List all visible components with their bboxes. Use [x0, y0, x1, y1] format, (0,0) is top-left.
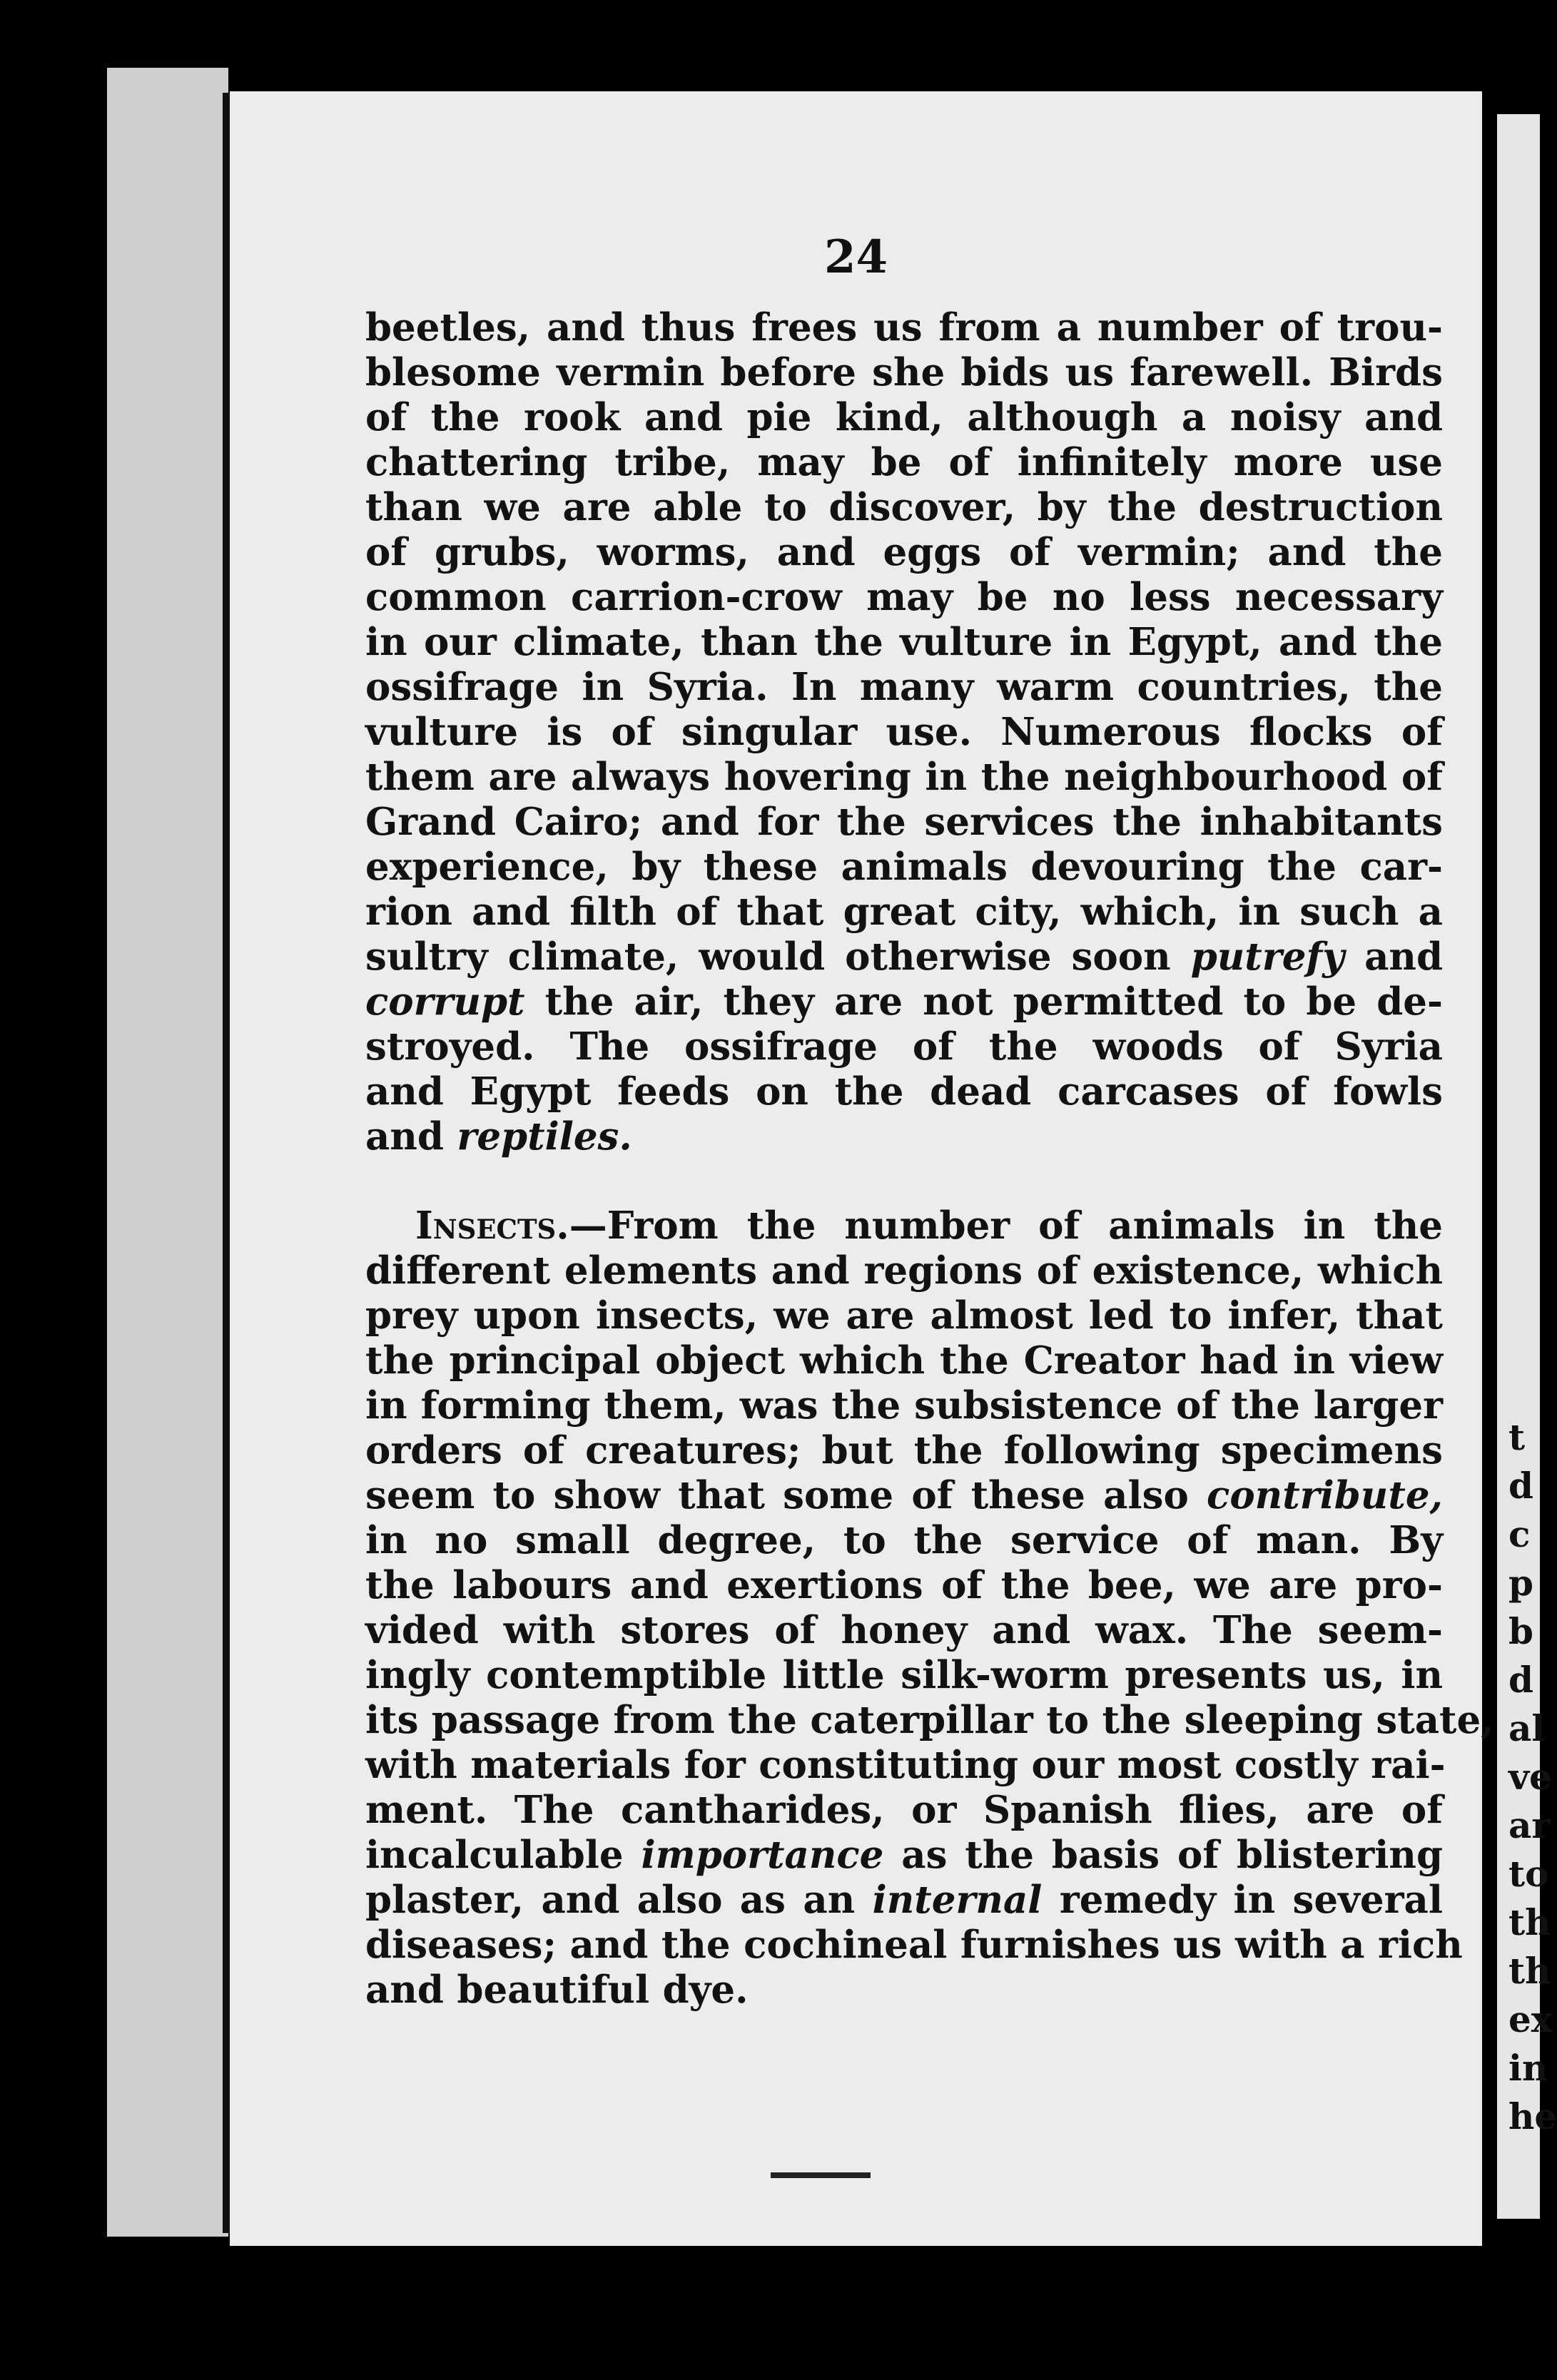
facing-page-edge [1497, 114, 1557, 2219]
text-line: vided with stores of honey and wax. The seem- [365, 1608, 1443, 1652]
facing-page-fragment: b [1508, 1610, 1533, 1652]
text-line: and beautiful dye. [365, 1968, 749, 2012]
facing-page-fragment: ar [1508, 1804, 1551, 1846]
facing-page-fragment: ve [1508, 1756, 1552, 1798]
text-span: remedy in several [1042, 1878, 1443, 1922]
italic-word: putrefy [1190, 935, 1345, 979]
text-line: ingly contemptible little silk-worm presents us, in [365, 1653, 1443, 1697]
facing-page-fragment: c [1508, 1513, 1531, 1555]
text-span: and [365, 1114, 457, 1159]
text-line [365, 1473, 1443, 1518]
book-page [230, 91, 1494, 2246]
text-span: the air, they are not permitted to be de- [524, 980, 1443, 1024]
facing-page-fragment: to [1508, 1853, 1549, 1895]
paragraph-insects [365, 1204, 1494, 2013]
book-left-edge [107, 68, 228, 2237]
text-line: common carrion-crow may be no less necessary [365, 575, 1443, 619]
italic-word: corrupt [365, 980, 525, 1024]
text-line: vulture is of singular use. Numerous flocks of [365, 710, 1443, 754]
text-line: of the rook and pie kind, although a noisy and [365, 395, 1443, 439]
text-line: diseases; and the cochineal furnishes us with a rich [365, 1923, 1463, 1967]
italic-word: internal [872, 1878, 1043, 1922]
text-line: rion and filth of that great city, which, in such a [365, 890, 1443, 934]
facing-page-fragment: al [1508, 1707, 1546, 1749]
text-line: them are always hovering in the neighbourhood of [365, 755, 1443, 799]
text-span: seem to show that some of these also [365, 1473, 1207, 1517]
paragraph-spacer [365, 1159, 1443, 1204]
section-heading: Insects. [415, 1204, 569, 1248]
text-line: the principal object which the Creator had in view [365, 1338, 1443, 1383]
text-line: chattering tribe, may be of infinitely more use [365, 440, 1443, 484]
facing-page-fragment: he [1508, 2095, 1557, 2137]
page-text [365, 305, 1494, 2013]
text-line: than we are able to discover, by the destruction [365, 485, 1443, 529]
facing-page-fragment: th [1508, 1950, 1551, 1992]
text-span: and [1344, 935, 1444, 979]
page-number: 24 [823, 230, 888, 284]
text-span: plaster, and also as an [365, 1878, 873, 1922]
text-line: ment. The cantharides, or Spanish flies, are of [365, 1788, 1443, 1832]
text-span: —From the number of animals in the [569, 1204, 1443, 1248]
facing-page-fragment: d [1508, 1465, 1533, 1507]
text-line [365, 1878, 1443, 1923]
text-line: different elements and regions of existence, which [365, 1249, 1443, 1293]
text-line: beetles, and thus frees us from a number of trou- [365, 305, 1443, 350]
paragraph-birds [365, 305, 1443, 1159]
text-span: incalculable [365, 1833, 641, 1877]
italic-word: reptiles. [457, 1114, 632, 1159]
text-line: blesome vermin before she bids us farewell. Birds [365, 350, 1443, 395]
facing-page-fragment: d [1508, 1659, 1533, 1701]
text-line: prey upon insects, we are almost led to infer, that [365, 1293, 1443, 1338]
text-line: with materials for constituting our most costly rai- [365, 1743, 1446, 1787]
text-span: as the basis of blistering [883, 1833, 1443, 1877]
text-line: in forming them, was the subsistence of the larger [365, 1383, 1443, 1428]
text-line: ossifrage in Syria. In many warm countries, the [365, 665, 1443, 709]
page-end-mark [771, 2172, 871, 2178]
text-line: orders of creatures; but the following specimens [365, 1428, 1443, 1473]
facing-page-fragment: th [1508, 1901, 1551, 1943]
text-line: experience, by these animals devouring the car- [365, 845, 1443, 889]
text-line [365, 1204, 1443, 1249]
text-line [365, 935, 1443, 980]
text-line: its passage from the caterpillar to the sleeping state, [365, 1698, 1494, 1742]
text-line: and Egypt feeds on the dead carcases of fowls [365, 1069, 1443, 1114]
text-line [365, 1114, 1443, 1159]
italic-word: importance [641, 1833, 884, 1877]
text-line: in no small degree, to the service of man. By [365, 1518, 1443, 1562]
text-line: Grand Cairo; and for the services the inhabitants [365, 800, 1443, 844]
facing-page-fragment: p [1508, 1562, 1533, 1604]
text-line [365, 980, 1443, 1024]
facing-page-fragment: in [1508, 2047, 1548, 2089]
facing-page-fragment: ex [1508, 1998, 1553, 2040]
italic-word: contribute, [1207, 1473, 1443, 1517]
facing-page-fragment: t [1508, 1416, 1526, 1458]
text-line: the labours and exertions of the bee, we are pro- [365, 1563, 1443, 1607]
text-span: sultry climate, would otherwise soon [365, 935, 1171, 979]
text-line [365, 1833, 1443, 1878]
text-line: stroyed. The ossifrage of the woods of Syria [365, 1024, 1443, 1069]
text-line: in our climate, than the vulture in Egypt, and the [365, 620, 1443, 664]
text-line: of grubs, worms, and eggs of vermin; and the [365, 530, 1443, 574]
